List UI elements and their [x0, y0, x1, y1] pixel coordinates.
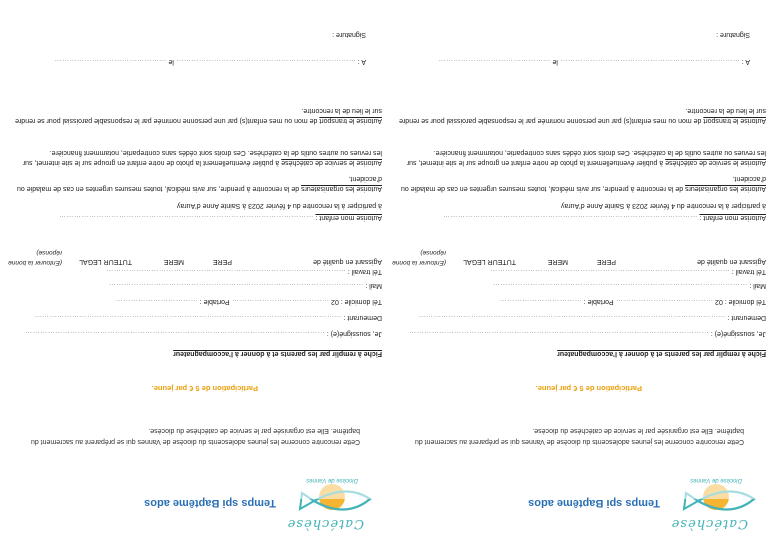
choice-tuteur-legal[interactable]: TUTEUR LEGAL	[79, 258, 132, 265]
form-header	[384, 469, 768, 537]
autorise-transport	[14, 105, 382, 125]
le-label: le	[168, 58, 174, 65]
telephone-row	[115, 298, 382, 305]
portable-label: Portable :	[583, 298, 614, 305]
document-title: Temps spi Baptême ados	[144, 497, 276, 509]
soussigne-row	[409, 330, 766, 337]
soussigne-row	[25, 330, 382, 337]
a-label: A :	[357, 58, 366, 65]
date-field[interactable]: ………………………………………	[54, 58, 167, 65]
autorise-photo-label: Autorise le service de catéchèse	[281, 159, 382, 166]
soussigne-label: Je, soussigné(e) :	[710, 330, 766, 337]
autorise-transport-label: Autorise le transport	[703, 117, 766, 124]
section-title: Fiche à remplir par les parents et à donner à l’accompagnateur	[557, 350, 766, 357]
signature-label[interactable]: Signature :	[716, 31, 750, 38]
demeurant-row	[418, 314, 766, 321]
date-field[interactable]: ………………………………………	[438, 58, 551, 65]
mail-field[interactable]: …………………………………………………………………………………………	[492, 282, 748, 289]
qualite-row	[2, 239, 382, 265]
le-label: le	[552, 58, 558, 65]
tel-travail-row	[490, 268, 766, 275]
tel-domicile-label: Tél domicile : 02	[715, 298, 766, 305]
autorise-photo-text: à publier éventuellement la photo de notre enfant en groupe sur le site internet, sur les revues ou autres outils de la catéchèse. Ces droits sont cédés sans contrepartie, notamment financière.	[406, 149, 766, 166]
catechese-logo	[286, 471, 376, 531]
autorise-enfant-row	[443, 214, 767, 221]
autorise-organisateurs	[14, 173, 382, 193]
portable-field[interactable]: ……………………………	[115, 298, 198, 305]
catechese-logo	[670, 471, 760, 531]
participation-fee: Participation de 5 € par jeune.	[151, 384, 258, 393]
form-header	[0, 469, 384, 537]
tel-domicile-field[interactable]: …………………………………	[231, 298, 330, 305]
mail-label: Mail :	[749, 282, 766, 289]
agissant-label: Agissant en qualité de	[697, 258, 766, 265]
tel-travail-row	[106, 268, 382, 275]
autorise-organisateurs-label: Autorise les organisateurs	[685, 185, 766, 192]
lieu-date-row	[438, 58, 750, 65]
autorise-transport-label: Autorise le transport	[319, 117, 382, 124]
autorise-photo-label: Autorise le service de catéchèse	[665, 159, 766, 166]
demeurant-label: Demeurant :	[343, 314, 382, 321]
portable-field[interactable]: ……………………………	[499, 298, 582, 305]
intro-paragraph: Cette rencontre concerne les jeunes adolescents du diocèse de Vannes qui se préparent au sacrement du baptême. Elle est organisée par le service de catéchèse du diocèse.	[30, 427, 360, 445]
lieu-field[interactable]: ………………………………………………………………	[559, 58, 740, 65]
choice-mere[interactable]: MERE	[163, 258, 184, 265]
autorise-photo	[398, 147, 766, 167]
demeurant-label: Demeurant :	[727, 314, 766, 321]
mail-row	[492, 282, 766, 289]
demeurant-row	[34, 314, 382, 321]
mail-field[interactable]: …………………………………………………………………………………………	[108, 282, 364, 289]
mail-row	[108, 282, 382, 289]
lieu-date-row	[54, 58, 366, 65]
autorise-enfant-label: Autorise mon enfant :	[699, 214, 766, 221]
choice-mere[interactable]: MERE	[547, 258, 568, 265]
autorise-organisateurs-label: Autorise les organisateurs	[301, 185, 382, 192]
logo-subtitle: Diocèse de Vannes	[306, 477, 358, 483]
choice-tuteur-legal[interactable]: TUTEUR LEGAL	[463, 258, 516, 265]
rencontre-text: à participer à la rencontre du 4 février 2023 à Sainte Anne d’Auray	[560, 202, 766, 209]
demeurant-field[interactable]: ……………………………………………………………………………………………………………	[34, 314, 342, 321]
logo-title: Catéchèse	[286, 516, 364, 531]
demeurant-field[interactable]: ……………………………………………………………………………………………………………	[418, 314, 726, 321]
soussigne-label: Je, soussigné(e) :	[326, 330, 382, 337]
enfant-name-field[interactable]: …………………………………………………………………………………………	[442, 214, 698, 221]
tel-travail-field[interactable]: ……………………………………………………………………………………	[105, 268, 346, 275]
choice-pere[interactable]: PERE	[212, 258, 232, 265]
autorise-enfant-row	[59, 214, 383, 221]
autorise-transport-text: de mon ou mes enfant(s) par une personne nommée par le responsable paroissial pour se rendre sur le lieu de la rencontre.	[15, 107, 382, 124]
tel-travail-label: Tél travail :	[731, 268, 766, 275]
autorise-organisateurs	[398, 173, 766, 193]
participation-fee: Participation de 5 € par jeune.	[535, 384, 642, 393]
telephone-row	[499, 298, 766, 305]
logo-title: Catéchèse	[670, 516, 748, 531]
enfant-name-field[interactable]: …………………………………………………………………………………………	[58, 214, 314, 221]
tel-domicile-field[interactable]: …………………………………	[615, 298, 714, 305]
logo-subtitle: Diocèse de Vannes	[690, 477, 742, 483]
choice-note: (Entourer la bonne réponse)	[8, 249, 62, 266]
a-label: A :	[741, 58, 750, 65]
qualite-row	[386, 239, 766, 265]
autorise-transport-text: de mon ou mes enfant(s) par une personne nommée par le responsable paroissial pour se rendre sur le lieu de la rencontre.	[399, 107, 766, 124]
signature-label[interactable]: Signature :	[332, 31, 366, 38]
agissant-label: Agissant en qualité de	[313, 258, 382, 265]
autorise-organisateurs-text: de la rencontre à prendre, sur avis médical, toutes mesures urgentes en cas de maladie ou d’accident.	[17, 175, 382, 192]
autorise-enfant-label: Autorise mon enfant :	[315, 214, 382, 221]
autorise-organisateurs-text: de la rencontre à prendre, sur avis médical, toutes mesures urgentes en cas de maladie ou d’accident.	[401, 175, 766, 192]
document-title: Temps spi Baptême ados	[528, 497, 660, 509]
soussigne-field[interactable]: …………………………………………………………………………………………………………	[408, 330, 709, 337]
mail-label: Mail :	[365, 282, 382, 289]
portable-label: Portable :	[199, 298, 230, 305]
autorise-transport	[398, 105, 766, 125]
tel-travail-field[interactable]: ……………………………………………………………………………………	[489, 268, 730, 275]
autorise-photo	[14, 147, 382, 167]
tel-domicile-label: Tél domicile : 02	[331, 298, 382, 305]
intro-paragraph: Cette rencontre concerne les jeunes adolescents du diocèse de Vannes qui se préparent au sacrement du baptême. Elle est organisée par le service de catéchèse du diocèse.	[414, 427, 744, 445]
lieu-field[interactable]: ………………………………………………………………	[175, 58, 356, 65]
tel-travail-label: Tél travail :	[347, 268, 382, 275]
section-title: Fiche à remplir par les parents et à donner à l’accompagnateur	[173, 350, 382, 357]
choice-pere[interactable]: PERE	[596, 258, 616, 265]
soussigne-field[interactable]: …………………………………………………………………………………………………………	[24, 330, 325, 337]
autorise-photo-text: à publier éventuellement la photo de notre enfant en groupe sur le site internet, sur les revues ou autres outils de la catéchèse. Ces droits sont cédés sans contrepartie, notamment financière.	[22, 149, 382, 166]
choice-note: (Entourer la bonne réponse)	[392, 249, 446, 266]
registration-form-right	[384, 0, 768, 543]
rencontre-text: à participer à la rencontre du 4 février 2023 à Sainte Anne d’Auray	[176, 202, 382, 209]
